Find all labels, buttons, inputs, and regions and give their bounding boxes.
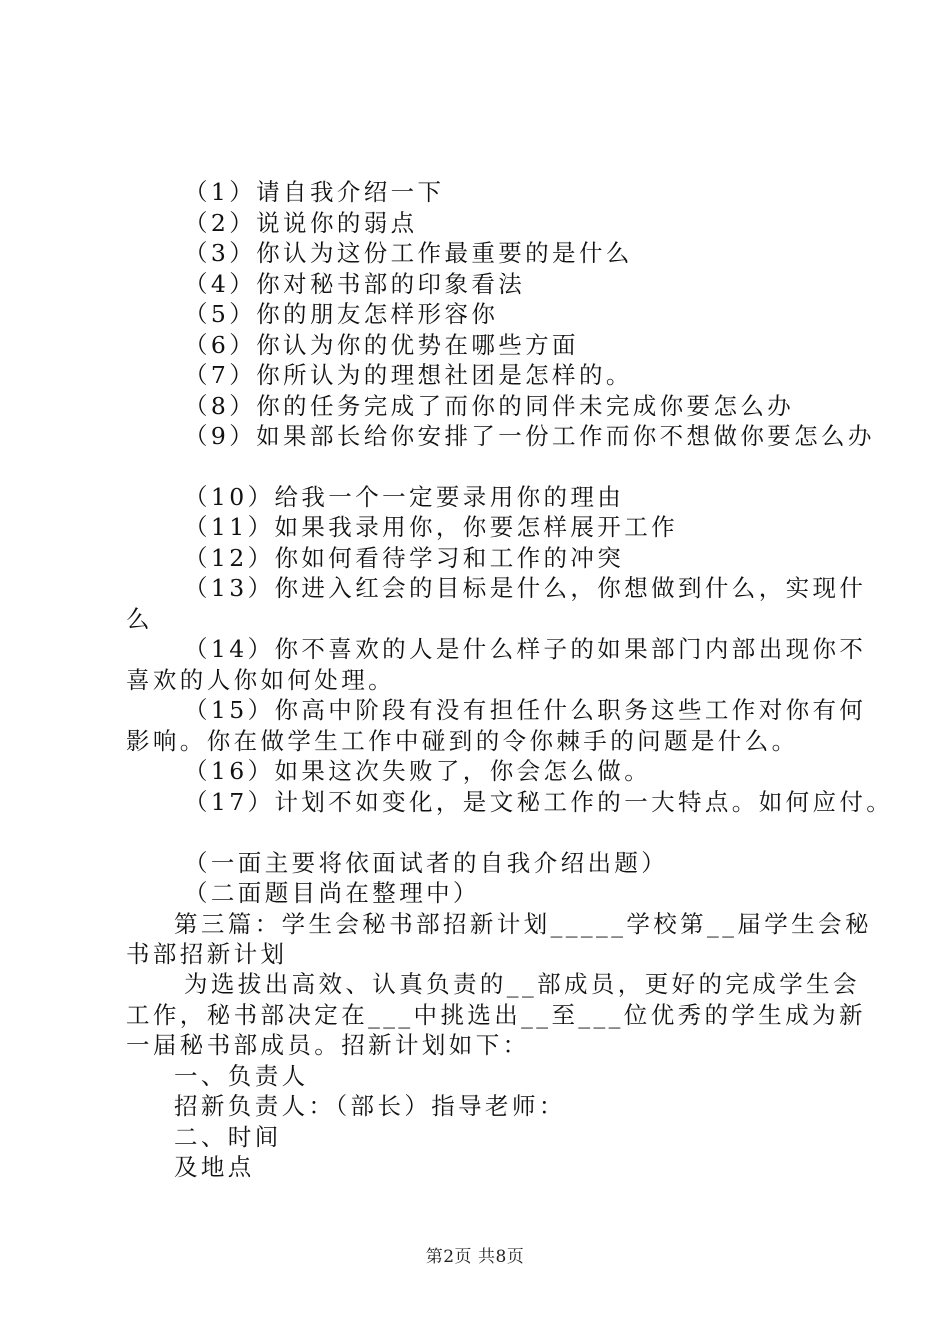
question-4: （4）你对秘书部的印象看法 [184,270,526,298]
question-10: （10）给我一个一定要录用你的理由 [184,483,625,511]
question-17: （17）计划不如变化，是文秘工作的一大特点。如何应付。 [184,788,894,816]
question-2: （2）说说你的弱点 [184,209,418,237]
question-8: （8）你的任务完成了而你的同伴未完成你要怎么办 [184,392,795,420]
question-16: （16）如果这次失败了，你会怎么做。 [184,757,652,785]
question-6: （6）你认为你的优势在哪些方面 [184,331,579,359]
question-7: （7）你所认为的理想社团是怎样的。 [184,361,633,389]
note-first-interview: （一面主要将依面试者的自我介绍出题） [184,849,669,877]
question-3: （3）你认为这份工作最重要的是什么 [184,239,633,267]
question-14-cont: 喜欢的人你如何处理。 [126,666,395,694]
question-14: （14）你不喜欢的人是什么样子的如果部门内部出现你不 [184,635,867,663]
question-13: （13）你进入红会的目标是什么，你想做到什么，实现什 [184,574,867,602]
page-footer: 第2页 共8页 [425,1247,525,1267]
responsible-line: 招新负责人：（部长）指导老师： [174,1092,566,1120]
intro-paragraph-line-1: 为选拔出高效、认真负责的__部成员，更好的完成学生会 [184,970,860,998]
section-title-cont: 书部招新计划 [126,940,288,968]
heading-location: 及地点 [174,1153,255,1181]
intro-paragraph-line-2: 工作，秘书部决定在___中挑选出__至___位优秀的学生成为新 [126,1001,866,1029]
question-15: （15）你高中阶段有没有担任什么职务这些工作对你有何 [184,696,867,724]
question-9: （9）如果部长给你安排了一份工作而你不想做你要怎么办 [184,422,875,450]
question-5: （5）你的朋友怎样形容你 [184,300,499,328]
question-1: （1）请自我介绍一下 [184,178,445,206]
intro-paragraph-line-3: 一届秘书部成员。招新计划如下： [126,1031,530,1059]
question-15-cont: 影响。你在做学生工作中碰到的令你棘手的问题是什么。 [126,727,799,755]
question-12: （12）你如何看待学习和工作的冲突 [184,544,625,572]
question-13-cont: 么 [126,605,153,633]
question-11: （11）如果我录用你，你要怎样展开工作 [184,513,679,541]
note-second-interview: （二面题目尚在整理中） [184,879,480,907]
section-title: 第三篇：学生会秘书部招新计划_____学校第__届学生会秘 [174,910,872,938]
heading-time: 二、时间 [174,1123,282,1151]
heading-responsible: 一、负责人 [174,1062,309,1090]
